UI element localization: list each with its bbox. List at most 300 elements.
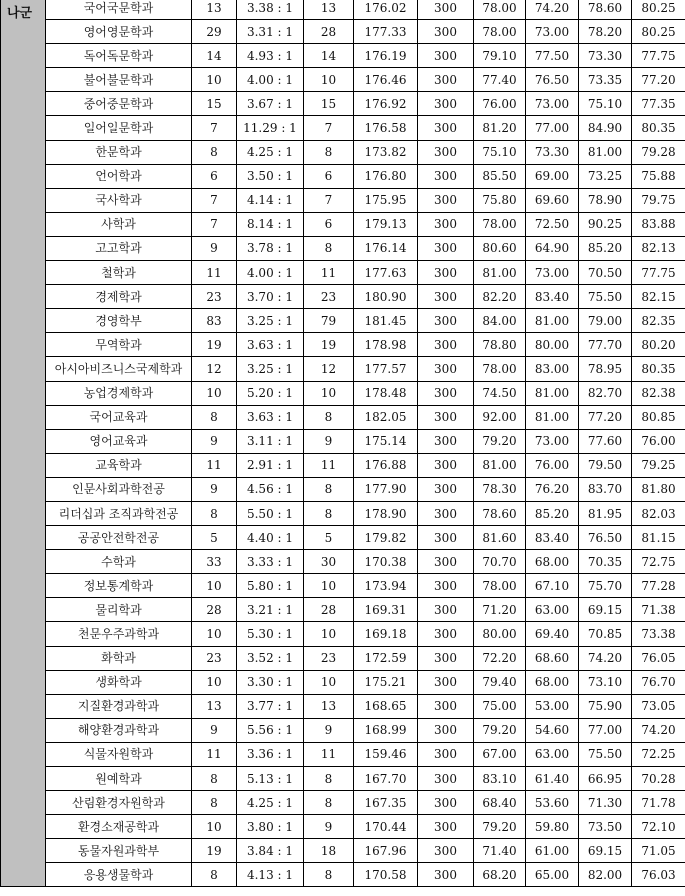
score-a-cell: 78.60 — [474, 501, 526, 525]
score-total-1-cell: 177.57 — [354, 357, 418, 381]
department-cell: 수학과 — [46, 550, 192, 574]
admitted-cell: 10 — [304, 574, 354, 598]
department-cell: 사학과 — [46, 212, 192, 236]
quota-cell: 15 — [192, 92, 237, 116]
table-row — [1, 453, 685, 477]
score-c-cell: 73.50 — [579, 815, 632, 839]
table-row — [1, 501, 685, 525]
score-a-cell: 81.60 — [474, 526, 526, 550]
quota-cell: 13 — [192, 694, 237, 718]
department-cell: 불어불문학과 — [46, 68, 192, 92]
table-row — [1, 550, 685, 574]
score-total-1-cell: 173.94 — [354, 574, 418, 598]
score-b-cell: 69.60 — [526, 188, 579, 212]
score-total-1-cell: 167.35 — [354, 791, 418, 815]
score-b-cell: 77.00 — [526, 116, 579, 140]
score-total-1-cell: 168.99 — [354, 718, 418, 742]
score-d-cell: 72.75 — [632, 550, 685, 574]
department-cell: 응용생물학과 — [46, 863, 192, 887]
quota-cell: 19 — [192, 333, 237, 357]
quota-cell: 9 — [192, 477, 237, 501]
quota-cell: 29 — [192, 20, 237, 44]
table-row — [1, 92, 685, 116]
score-d-cell: 80.35 — [632, 357, 685, 381]
score-d-cell: 80.85 — [632, 405, 685, 429]
score-total-1-cell: 182.05 — [354, 405, 418, 429]
quota-cell: 7 — [192, 116, 237, 140]
score-max-cell: 300 — [418, 261, 474, 285]
score-c-cell: 79.00 — [579, 309, 632, 333]
score-b-cell: 73.30 — [526, 140, 579, 164]
score-a-cell: 78.00 — [474, 20, 526, 44]
table-row — [1, 670, 685, 694]
admitted-cell: 11 — [304, 742, 354, 766]
score-d-cell: 77.35 — [632, 92, 685, 116]
quota-cell: 9 — [192, 236, 237, 260]
score-d-cell: 71.05 — [632, 839, 685, 863]
table-row — [1, 333, 685, 357]
score-a-cell: 78.00 — [474, 574, 526, 598]
score-a-cell: 75.80 — [474, 188, 526, 212]
department-cell: 경제학과 — [46, 285, 192, 309]
score-c-cell: 77.20 — [579, 405, 632, 429]
department-cell: 아시아비즈니스국제학과 — [46, 357, 192, 381]
score-b-cell: 64.90 — [526, 236, 579, 260]
score-max-cell: 300 — [418, 20, 474, 44]
quota-cell: 19 — [192, 839, 237, 863]
department-cell: 리더십과 조직과학전공 — [46, 501, 192, 525]
score-total-1-cell: 179.82 — [354, 526, 418, 550]
score-c-cell: 81.95 — [579, 501, 632, 525]
table-row — [1, 68, 685, 92]
score-a-cell: 71.20 — [474, 598, 526, 622]
score-d-cell: 80.35 — [632, 116, 685, 140]
competition-rate-cell: 4.25 : 1 — [237, 140, 304, 164]
score-max-cell: 300 — [418, 742, 474, 766]
score-a-cell: 71.40 — [474, 839, 526, 863]
score-c-cell: 75.90 — [579, 694, 632, 718]
department-cell: 일어일문학과 — [46, 116, 192, 140]
score-d-cell: 75.88 — [632, 164, 685, 188]
admitted-cell: 8 — [304, 501, 354, 525]
score-d-cell: 82.13 — [632, 236, 685, 260]
admitted-cell: 79 — [304, 309, 354, 333]
admitted-cell: 5 — [304, 526, 354, 550]
table-row — [1, 646, 685, 670]
score-c-cell: 83.70 — [579, 477, 632, 501]
score-a-cell: 75.00 — [474, 694, 526, 718]
score-b-cell: 73.00 — [526, 429, 579, 453]
score-a-cell: 78.30 — [474, 477, 526, 501]
quota-cell: 5 — [192, 526, 237, 550]
score-d-cell: 77.20 — [632, 68, 685, 92]
score-d-cell: 76.00 — [632, 429, 685, 453]
competition-rate-cell: 3.84 : 1 — [237, 839, 304, 863]
score-a-cell: 81.00 — [474, 261, 526, 285]
score-a-cell: 80.60 — [474, 236, 526, 260]
competition-rate-cell: 11.29 : 1 — [237, 116, 304, 140]
score-d-cell: 79.28 — [632, 140, 685, 164]
score-c-cell: 78.95 — [579, 357, 632, 381]
table-row — [1, 285, 685, 309]
department-cell: 해양환경과학과 — [46, 718, 192, 742]
score-total-1-cell: 178.98 — [354, 333, 418, 357]
competition-rate-cell: 3.30 : 1 — [237, 670, 304, 694]
quota-cell: 10 — [192, 68, 237, 92]
score-c-cell: 75.10 — [579, 92, 632, 116]
competition-rate-cell: 5.13 : 1 — [237, 767, 304, 791]
department-cell: 국어국문학과 — [46, 0, 192, 20]
score-max-cell: 300 — [418, 333, 474, 357]
quota-cell: 9 — [192, 429, 237, 453]
score-d-cell: 73.38 — [632, 622, 685, 646]
score-c-cell: 78.90 — [579, 188, 632, 212]
score-total-1-cell: 168.65 — [354, 694, 418, 718]
table-row — [1, 140, 685, 164]
quota-cell: 33 — [192, 550, 237, 574]
score-d-cell: 71.78 — [632, 791, 685, 815]
score-c-cell: 69.15 — [579, 598, 632, 622]
admitted-cell: 15 — [304, 92, 354, 116]
quota-cell: 8 — [192, 791, 237, 815]
score-c-cell: 76.50 — [579, 526, 632, 550]
competition-rate-cell: 4.14 : 1 — [237, 188, 304, 212]
score-c-cell: 90.25 — [579, 212, 632, 236]
score-b-cell: 73.00 — [526, 261, 579, 285]
department-cell: 농업경제학과 — [46, 381, 192, 405]
score-max-cell: 300 — [418, 526, 474, 550]
score-b-cell: 81.00 — [526, 381, 579, 405]
score-d-cell: 82.38 — [632, 381, 685, 405]
table-row — [1, 212, 685, 236]
score-max-cell: 300 — [418, 164, 474, 188]
score-b-cell: 81.00 — [526, 309, 579, 333]
score-max-cell: 300 — [418, 791, 474, 815]
score-d-cell: 82.35 — [632, 309, 685, 333]
score-total-1-cell: 173.82 — [354, 140, 418, 164]
quota-cell: 8 — [192, 140, 237, 164]
score-a-cell: 75.10 — [474, 140, 526, 164]
competition-rate-cell: 2.91 : 1 — [237, 453, 304, 477]
score-a-cell: 77.40 — [474, 68, 526, 92]
score-b-cell: 83.00 — [526, 357, 579, 381]
score-b-cell: 68.00 — [526, 550, 579, 574]
quota-cell: 8 — [192, 405, 237, 429]
department-cell: 언어학과 — [46, 164, 192, 188]
score-max-cell: 300 — [418, 477, 474, 501]
competition-rate-cell: 4.40 : 1 — [237, 526, 304, 550]
quota-cell: 11 — [192, 453, 237, 477]
score-a-cell: 68.20 — [474, 863, 526, 887]
department-cell: 동물자원과학부 — [46, 839, 192, 863]
table-row — [1, 791, 685, 815]
quota-cell: 7 — [192, 212, 237, 236]
score-d-cell: 77.28 — [632, 574, 685, 598]
admitted-cell: 10 — [304, 68, 354, 92]
quota-cell: 10 — [192, 815, 237, 839]
score-b-cell: 76.50 — [526, 68, 579, 92]
score-a-cell: 70.70 — [474, 550, 526, 574]
admitted-cell: 8 — [304, 477, 354, 501]
admitted-cell: 30 — [304, 550, 354, 574]
score-c-cell: 78.60 — [579, 0, 632, 20]
score-b-cell: 81.00 — [526, 405, 579, 429]
department-cell: 지질환경과학과 — [46, 694, 192, 718]
admitted-cell: 11 — [304, 261, 354, 285]
competition-rate-cell: 3.70 : 1 — [237, 285, 304, 309]
competition-rate-cell: 3.31 : 1 — [237, 20, 304, 44]
group-label-cell: 나군 — [1, 0, 46, 887]
admitted-cell: 7 — [304, 188, 354, 212]
admitted-cell: 8 — [304, 236, 354, 260]
admitted-cell: 10 — [304, 381, 354, 405]
competition-rate-cell: 3.78 : 1 — [237, 236, 304, 260]
competition-rate-cell: 3.21 : 1 — [237, 598, 304, 622]
admitted-cell: 13 — [304, 0, 354, 20]
score-max-cell: 300 — [418, 646, 474, 670]
score-d-cell: 83.88 — [632, 212, 685, 236]
admitted-cell: 13 — [304, 694, 354, 718]
score-a-cell: 81.00 — [474, 453, 526, 477]
score-b-cell: 73.00 — [526, 92, 579, 116]
competition-rate-cell: 3.33 : 1 — [237, 550, 304, 574]
score-c-cell: 73.30 — [579, 44, 632, 68]
score-b-cell: 53.00 — [526, 694, 579, 718]
score-a-cell: 83.10 — [474, 767, 526, 791]
quota-cell: 28 — [192, 598, 237, 622]
score-b-cell: 67.10 — [526, 574, 579, 598]
table-row — [1, 477, 685, 501]
competition-rate-cell: 3.36 : 1 — [237, 742, 304, 766]
table-row — [1, 116, 685, 140]
score-total-1-cell: 167.96 — [354, 839, 418, 863]
score-d-cell: 79.75 — [632, 188, 685, 212]
score-a-cell: 72.20 — [474, 646, 526, 670]
quota-cell: 8 — [192, 863, 237, 887]
score-max-cell: 300 — [418, 44, 474, 68]
table-row — [1, 526, 685, 550]
admitted-cell: 18 — [304, 839, 354, 863]
score-total-1-cell: 176.80 — [354, 164, 418, 188]
score-max-cell: 300 — [418, 309, 474, 333]
score-max-cell: 300 — [418, 429, 474, 453]
score-b-cell: 65.00 — [526, 863, 579, 887]
admitted-cell: 6 — [304, 212, 354, 236]
score-b-cell: 54.60 — [526, 718, 579, 742]
competition-rate-cell: 4.00 : 1 — [237, 261, 304, 285]
competition-rate-cell: 3.25 : 1 — [237, 309, 304, 333]
score-d-cell: 82.15 — [632, 285, 685, 309]
score-c-cell: 84.90 — [579, 116, 632, 140]
department-cell: 산림환경자원학과 — [46, 791, 192, 815]
score-max-cell: 300 — [418, 670, 474, 694]
score-max-cell: 300 — [418, 405, 474, 429]
competition-rate-cell: 4.93 : 1 — [237, 44, 304, 68]
admitted-cell: 23 — [304, 646, 354, 670]
score-a-cell: 79.20 — [474, 815, 526, 839]
score-a-cell: 81.20 — [474, 116, 526, 140]
competition-rate-cell: 4.00 : 1 — [237, 68, 304, 92]
table-row — [1, 622, 685, 646]
score-d-cell: 79.25 — [632, 453, 685, 477]
score-a-cell: 85.50 — [474, 164, 526, 188]
quota-cell: 10 — [192, 622, 237, 646]
score-d-cell: 72.25 — [632, 742, 685, 766]
admitted-cell: 8 — [304, 405, 354, 429]
score-max-cell: 300 — [418, 236, 474, 260]
score-a-cell: 78.80 — [474, 333, 526, 357]
score-b-cell: 73.00 — [526, 20, 579, 44]
competition-rate-cell: 3.63 : 1 — [237, 405, 304, 429]
score-c-cell: 77.00 — [579, 718, 632, 742]
quota-cell: 10 — [192, 670, 237, 694]
quota-cell: 8 — [192, 767, 237, 791]
department-cell: 교육학과 — [46, 453, 192, 477]
score-total-1-cell: 170.44 — [354, 815, 418, 839]
score-c-cell: 81.00 — [579, 140, 632, 164]
score-a-cell: 78.00 — [474, 212, 526, 236]
score-d-cell: 70.28 — [632, 767, 685, 791]
quota-cell: 14 — [192, 44, 237, 68]
department-cell: 국사학과 — [46, 188, 192, 212]
department-cell: 공공안전학전공 — [46, 526, 192, 550]
score-a-cell: 79.10 — [474, 44, 526, 68]
score-total-1-cell: 176.92 — [354, 92, 418, 116]
competition-rate-cell: 5.50 : 1 — [237, 501, 304, 525]
score-a-cell: 80.00 — [474, 622, 526, 646]
quota-cell: 8 — [192, 501, 237, 525]
department-cell: 무역학과 — [46, 333, 192, 357]
score-a-cell: 67.00 — [474, 742, 526, 766]
admitted-cell: 8 — [304, 791, 354, 815]
competition-rate-cell: 4.56 : 1 — [237, 477, 304, 501]
score-d-cell: 72.10 — [632, 815, 685, 839]
competition-rate-cell: 3.50 : 1 — [237, 164, 304, 188]
admitted-cell: 11 — [304, 453, 354, 477]
score-d-cell: 76.05 — [632, 646, 685, 670]
admitted-cell: 23 — [304, 285, 354, 309]
score-c-cell: 74.20 — [579, 646, 632, 670]
competition-rate-cell: 3.77 : 1 — [237, 694, 304, 718]
department-cell: 영어교육과 — [46, 429, 192, 453]
quota-cell: 12 — [192, 357, 237, 381]
score-max-cell: 300 — [418, 212, 474, 236]
quota-cell: 7 — [192, 188, 237, 212]
score-c-cell: 75.50 — [579, 742, 632, 766]
score-total-1-cell: 176.58 — [354, 116, 418, 140]
admitted-cell: 28 — [304, 598, 354, 622]
score-b-cell: 80.00 — [526, 333, 579, 357]
score-total-1-cell: 176.19 — [354, 44, 418, 68]
department-cell: 환경소재공학과 — [46, 815, 192, 839]
competition-rate-cell: 3.67 : 1 — [237, 92, 304, 116]
score-max-cell: 300 — [418, 357, 474, 381]
score-total-1-cell: 175.95 — [354, 188, 418, 212]
competition-rate-cell: 4.25 : 1 — [237, 791, 304, 815]
score-total-1-cell: 176.14 — [354, 236, 418, 260]
competition-rate-cell: 5.20 : 1 — [237, 381, 304, 405]
score-b-cell: 83.40 — [526, 526, 579, 550]
department-cell: 영어영문학과 — [46, 20, 192, 44]
admitted-cell: 8 — [304, 140, 354, 164]
competition-rate-cell: 5.56 : 1 — [237, 718, 304, 742]
table-row — [1, 357, 685, 381]
score-max-cell: 300 — [418, 92, 474, 116]
score-a-cell: 78.00 — [474, 357, 526, 381]
table-row — [1, 598, 685, 622]
table-row — [1, 309, 685, 333]
admitted-cell: 28 — [304, 20, 354, 44]
score-total-1-cell: 169.31 — [354, 598, 418, 622]
score-max-cell: 300 — [418, 694, 474, 718]
score-b-cell: 63.00 — [526, 598, 579, 622]
score-total-1-cell: 176.46 — [354, 68, 418, 92]
score-b-cell: 85.20 — [526, 501, 579, 525]
score-max-cell: 300 — [418, 718, 474, 742]
score-d-cell: 80.25 — [632, 20, 685, 44]
score-b-cell: 68.00 — [526, 670, 579, 694]
score-b-cell: 83.40 — [526, 285, 579, 309]
department-cell: 화학과 — [46, 646, 192, 670]
score-c-cell: 85.20 — [579, 236, 632, 260]
score-total-1-cell: 170.38 — [354, 550, 418, 574]
score-max-cell: 300 — [418, 188, 474, 212]
score-d-cell: 82.03 — [632, 501, 685, 525]
score-total-1-cell: 177.33 — [354, 20, 418, 44]
table-row — [1, 0, 685, 20]
score-c-cell: 71.30 — [579, 791, 632, 815]
admitted-cell: 19 — [304, 333, 354, 357]
score-max-cell: 300 — [418, 863, 474, 887]
department-cell: 중어중문학과 — [46, 92, 192, 116]
department-cell: 천문우주과학과 — [46, 622, 192, 646]
score-total-1-cell: 159.46 — [354, 742, 418, 766]
table-row — [1, 20, 685, 44]
score-max-cell: 300 — [418, 767, 474, 791]
score-total-1-cell: 175.21 — [354, 670, 418, 694]
score-total-1-cell: 179.13 — [354, 212, 418, 236]
score-max-cell: 300 — [418, 0, 474, 20]
competition-rate-cell: 3.38 : 1 — [237, 0, 304, 20]
score-max-cell: 300 — [418, 815, 474, 839]
table-row — [1, 405, 685, 429]
score-b-cell: 74.20 — [526, 0, 579, 20]
score-d-cell: 76.70 — [632, 670, 685, 694]
score-b-cell: 72.50 — [526, 212, 579, 236]
score-max-cell: 300 — [418, 550, 474, 574]
score-c-cell: 73.10 — [579, 670, 632, 694]
score-a-cell: 82.20 — [474, 285, 526, 309]
quota-cell: 10 — [192, 574, 237, 598]
score-d-cell: 71.38 — [632, 598, 685, 622]
score-c-cell: 73.35 — [579, 68, 632, 92]
score-max-cell: 300 — [418, 68, 474, 92]
score-b-cell: 68.60 — [526, 646, 579, 670]
score-b-cell: 69.40 — [526, 622, 579, 646]
table-row — [1, 381, 685, 405]
table-body — [1, 0, 685, 887]
score-c-cell: 73.25 — [579, 164, 632, 188]
score-b-cell: 61.40 — [526, 767, 579, 791]
competition-rate-cell: 5.30 : 1 — [237, 622, 304, 646]
score-max-cell: 300 — [418, 839, 474, 863]
quota-cell: 11 — [192, 742, 237, 766]
score-total-1-cell: 167.70 — [354, 767, 418, 791]
score-d-cell: 77.75 — [632, 44, 685, 68]
admitted-cell: 8 — [304, 767, 354, 791]
department-cell: 생화학과 — [46, 670, 192, 694]
quota-cell: 83 — [192, 309, 237, 333]
